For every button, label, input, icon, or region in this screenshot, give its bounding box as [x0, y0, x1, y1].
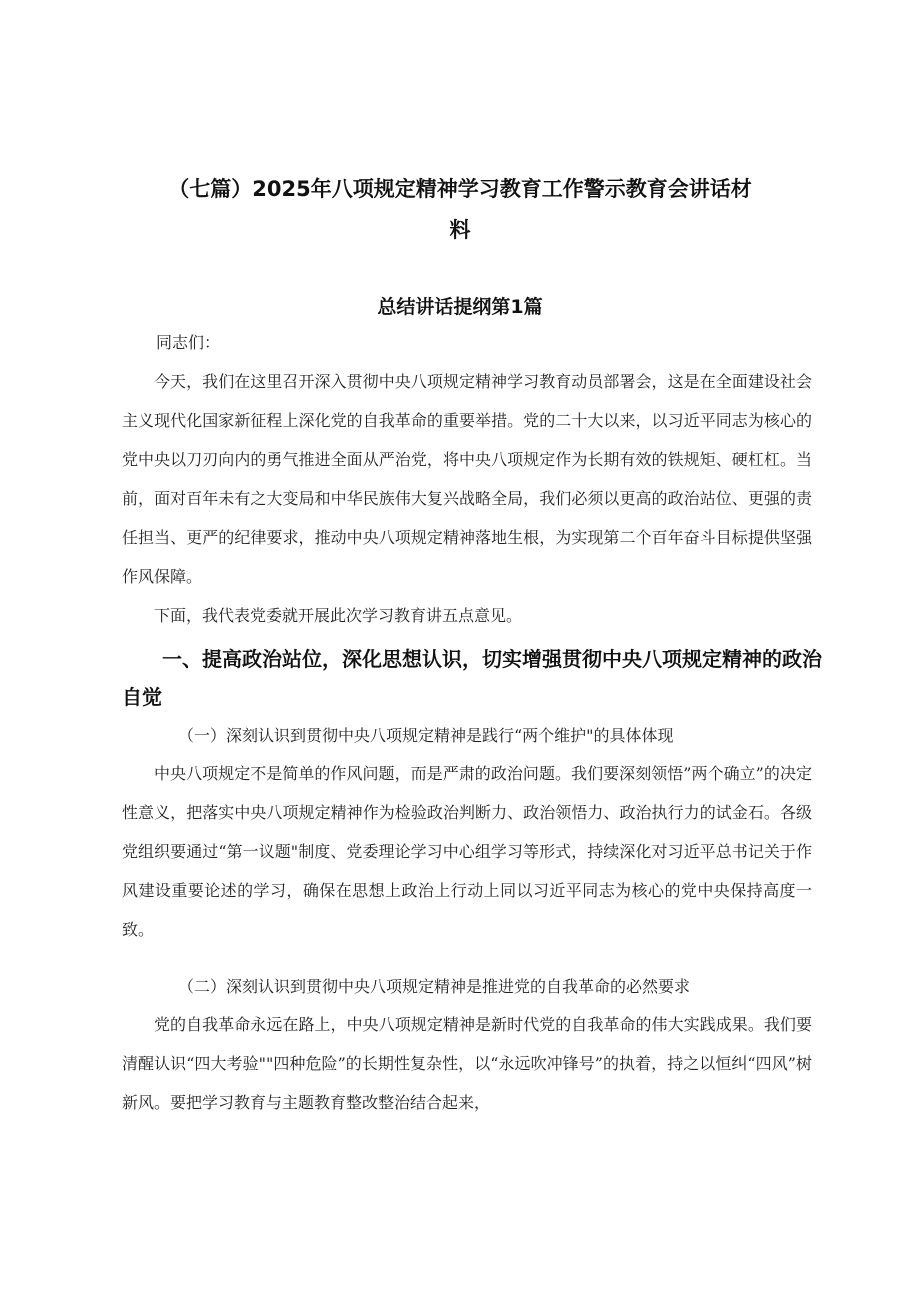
- transition-paragraph: 下面，我代表党委就开展此次学习教育讲五点意见。: [154, 606, 523, 625]
- subsection-1-block: [122, 754, 812, 949]
- subsection-1-heading: （一）深刻认识到贯彻中央八项规定精神是践行“两个维护"的具体体现: [178, 726, 674, 745]
- document-title-line-1: （七篇）2025年八项规定精神学习教育工作警示教育会讲话材: [168, 177, 752, 201]
- document-title-line-2: 料: [449, 218, 471, 242]
- intro-paragraph-block: [122, 362, 812, 635]
- document-subtitle: 总结讲话提纲第1篇: [377, 296, 543, 318]
- intro-paragraph: 今天，我们在这里召开深入贯彻中央八项规定精神学习教育动员部署会，这是在全面建设社会主义现代化国家新征程上深化党的自我革命的重要举措。党的二十大以来，以习近平同志为核心的党中央以刀刃向内的勇气推进全面从严治党，将中央八项规定作为长期有效的铁规矩、硬杠杠。当前，面对百年未有之大变局和中华民族伟大复兴战略全局，我们必须以更高的政治站位、更强的责任担当、更严的纪律要求，推动中央八项规定精神落地生根，为实现第二个百年奋斗目标提供坚强作风保障。: [122, 372, 812, 586]
- section-1-heading: 一、提高政治站位，深化思想认识，切实增强贯彻中央八项规定精神的政治自觉: [122, 647, 822, 709]
- greeting: 同志们：: [156, 333, 221, 352]
- subsection-2-heading: （二）深刻认识到贯彻中央八项规定精神是推进党的自我革命的必然要求: [178, 977, 691, 996]
- subsection-1-paragraph: 中央八项规定不是简单的作风问题，而是严肃的政治问题。我们要深刻领悟”两个确立”的决定性意义，把落实中央八项规定精神作为检验政治判断力、政治领悟力、政治执行力的试金石。各级党组织要通过“第一议题"制度、党委理论学习中心组学习等形式，持续深化对习近平总书记关于作风建设重要论述的学习，确保在思想上政治上行动上同以习近平同志为核心的党中央保持高度一致。: [122, 764, 812, 939]
- subsection-2-block: [122, 1005, 812, 1122]
- subsection-2-paragraph: 党的自我革命永远在路上，中央八项规定精神是新时代党的自我革命的伟大实践成果。我们要清醒认识“四大考验""四种危险”的长期性复杂性，以“永远吹冲锋号”的执着，持之以恒纠“四风”树新风。要把学习教育与主题教育整改整治结合起来，: [122, 1015, 812, 1112]
